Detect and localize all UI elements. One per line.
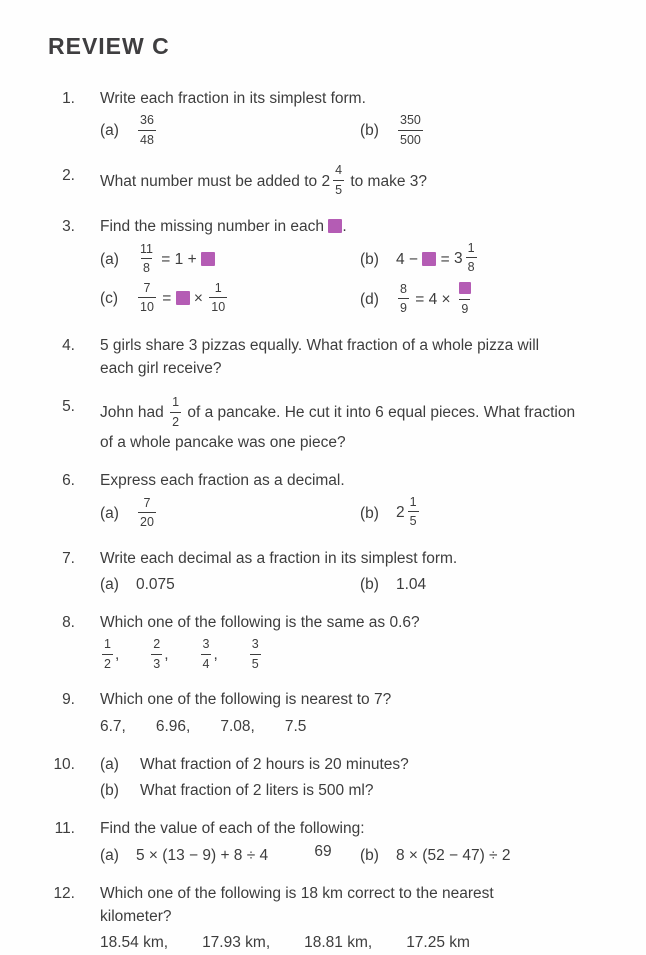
fraction-numerator bbox=[457, 281, 473, 300]
question-row bbox=[0, 395, 646, 454]
question-line bbox=[100, 817, 580, 840]
question-list bbox=[0, 87, 646, 955]
part-label: (a) bbox=[100, 504, 119, 522]
fraction-numerator: 3 bbox=[251, 637, 259, 652]
question-line bbox=[100, 547, 580, 570]
text-run: 5 girls share 3 pizzas equally. What fraction of a whole pizza will bbox=[100, 336, 540, 354]
question-line bbox=[100, 87, 580, 110]
fraction bbox=[201, 637, 212, 671]
fraction-numerator: 8 bbox=[400, 281, 407, 296]
question-number: 10. bbox=[53, 755, 75, 773]
text-run: What fraction of 2 hours is 20 minutes? bbox=[140, 755, 409, 773]
question-row bbox=[0, 469, 646, 531]
question-number: 1. bbox=[62, 90, 75, 107]
part-label: (b) bbox=[360, 250, 379, 268]
question-row bbox=[0, 87, 646, 149]
text-run: Write each decimal as a fraction in its simplest form. bbox=[100, 549, 458, 567]
fraction bbox=[170, 395, 181, 429]
question-line bbox=[100, 931, 580, 954]
part-label: (a) bbox=[100, 575, 119, 593]
text-run: What fraction of 2 liters is 500 ml? bbox=[140, 782, 374, 799]
missing-number-square bbox=[459, 282, 471, 294]
text-run: 5 × (13 − 9) + 8 ÷ 4 bbox=[136, 846, 269, 864]
fraction-numerator: 36 bbox=[140, 113, 154, 128]
mixed-number bbox=[321, 163, 346, 199]
text-run: , bbox=[114, 646, 120, 664]
fraction-numerator: 2 bbox=[153, 637, 161, 652]
fraction-denominator: 4 bbox=[201, 654, 212, 672]
fraction-denominator: 3 bbox=[151, 654, 162, 672]
question-number: 6. bbox=[62, 472, 75, 490]
part-label: (b) bbox=[360, 575, 379, 593]
part-content bbox=[396, 113, 425, 147]
text-run: 0.075 bbox=[136, 575, 175, 593]
text-run: = 4 × bbox=[410, 290, 455, 308]
mixed-number-whole: 3 bbox=[453, 249, 463, 267]
text-run: to make 3? bbox=[346, 173, 428, 191]
question-number: 3. bbox=[62, 218, 75, 236]
fraction-numerator: 3 bbox=[202, 637, 210, 652]
question-body bbox=[100, 688, 580, 738]
part-content bbox=[136, 113, 158, 147]
part-content bbox=[396, 240, 479, 274]
missing-number-square bbox=[201, 252, 215, 266]
question-line bbox=[100, 637, 580, 673]
fraction-numerator: 1 bbox=[214, 280, 222, 295]
text-run: each girl receive? bbox=[100, 359, 222, 377]
part-label: (b) bbox=[100, 782, 119, 799]
fraction-denominator: 8 bbox=[141, 258, 152, 276]
page-title: REVIEW C bbox=[48, 33, 170, 59]
question-part bbox=[100, 496, 360, 532]
question-body bbox=[100, 334, 580, 381]
question-parts-line bbox=[100, 496, 580, 532]
fraction-denominator: 8 bbox=[466, 257, 477, 275]
part-label: (b) bbox=[360, 504, 379, 522]
fraction bbox=[398, 282, 409, 316]
question-parts-line bbox=[100, 113, 580, 149]
question-part bbox=[100, 573, 360, 596]
text-run: 18.81 km, bbox=[304, 934, 373, 952]
question-part bbox=[360, 113, 580, 149]
question-part bbox=[360, 573, 580, 596]
text-run: = bbox=[157, 289, 176, 307]
fraction-numerator: 350 bbox=[400, 113, 421, 128]
question-part bbox=[360, 242, 580, 278]
fraction bbox=[138, 242, 155, 276]
text-run: = bbox=[436, 250, 454, 268]
fraction-numerator: 7 bbox=[143, 280, 151, 295]
question-line bbox=[100, 215, 580, 238]
question-row bbox=[0, 611, 646, 673]
text-run: = 1 + bbox=[156, 250, 201, 268]
question-line bbox=[100, 779, 580, 802]
question-row bbox=[0, 334, 646, 381]
fraction bbox=[102, 637, 113, 671]
part-label: (c) bbox=[100, 289, 119, 307]
question-row bbox=[0, 164, 646, 200]
question-part bbox=[360, 281, 580, 319]
question-line bbox=[100, 164, 580, 200]
text-run: 7.5 bbox=[284, 717, 307, 735]
question-line bbox=[100, 611, 580, 634]
question-line bbox=[100, 334, 580, 381]
fraction-denominator: 5 bbox=[333, 180, 344, 198]
fraction-numerator: 1 bbox=[172, 395, 180, 409]
question-body bbox=[100, 469, 580, 531]
part-label: (a) bbox=[100, 846, 119, 864]
part-content bbox=[396, 576, 426, 593]
part-content bbox=[140, 782, 373, 799]
text-run: 6.96, bbox=[155, 717, 191, 735]
fraction-denominator: 20 bbox=[138, 512, 156, 530]
question-parts-line bbox=[100, 281, 580, 319]
fraction bbox=[138, 113, 156, 147]
fraction-numerator: 1 bbox=[104, 637, 111, 652]
fraction bbox=[408, 495, 419, 529]
question-row bbox=[0, 882, 646, 955]
question-body bbox=[100, 215, 580, 318]
text-run: , bbox=[164, 646, 169, 664]
question-number: 2. bbox=[62, 167, 75, 185]
text-run: 18.54 km, bbox=[100, 934, 169, 952]
question-number: 4. bbox=[62, 336, 75, 354]
text-run: 7.08, bbox=[220, 717, 255, 735]
part-content bbox=[140, 756, 409, 773]
missing-number-square bbox=[422, 252, 436, 266]
text-run: of a pancake. He cut it into 6 equal pieces. What fraction bbox=[183, 404, 576, 422]
question-part bbox=[360, 496, 580, 532]
question-row bbox=[0, 688, 646, 738]
question-line bbox=[100, 395, 580, 454]
fraction bbox=[398, 113, 423, 147]
question-line bbox=[100, 882, 580, 929]
question-body bbox=[100, 882, 580, 955]
fraction bbox=[209, 281, 227, 315]
part-label: (d) bbox=[360, 290, 379, 308]
question-body bbox=[100, 87, 580, 149]
text-run: 1.04 bbox=[396, 575, 427, 593]
question-line bbox=[100, 753, 580, 776]
question-body bbox=[100, 753, 580, 803]
text-run: What number must be added to bbox=[100, 173, 322, 191]
part-label: (a) bbox=[100, 250, 119, 268]
text-run: 17.25 km bbox=[406, 934, 470, 952]
fraction-denominator: 9 bbox=[398, 298, 409, 316]
fraction-denominator: 2 bbox=[170, 412, 181, 430]
question-part bbox=[100, 242, 360, 278]
part-content bbox=[396, 494, 421, 528]
fraction bbox=[250, 637, 261, 671]
mixed-number-whole: 2 bbox=[321, 172, 331, 190]
question-number: 7. bbox=[62, 549, 75, 567]
part-content bbox=[136, 241, 215, 275]
question-line bbox=[100, 715, 580, 738]
text-run: 17.93 km, bbox=[202, 934, 271, 952]
text-run: Find the missing number in each bbox=[100, 218, 329, 236]
text-run: Write each fraction in its simplest form. bbox=[100, 90, 366, 107]
text-run: kilometer? bbox=[100, 908, 172, 925]
question-parts-line bbox=[100, 242, 580, 278]
fraction-numerator: 1 bbox=[409, 494, 417, 509]
fraction-denominator: 10 bbox=[138, 297, 156, 315]
question-number: 8. bbox=[62, 614, 75, 631]
part-label: (a) bbox=[100, 122, 119, 140]
fraction-numerator: 11 bbox=[140, 241, 153, 256]
question-parts-line bbox=[100, 573, 580, 596]
question-body bbox=[100, 395, 580, 454]
fraction-denominator: 2 bbox=[102, 654, 113, 672]
question-number: 5. bbox=[62, 398, 75, 415]
question-row bbox=[0, 753, 646, 803]
page-number: 69 bbox=[314, 843, 332, 860]
text-run: Express each fraction as a decimal. bbox=[100, 472, 345, 490]
part-label: (a) bbox=[100, 755, 119, 773]
question-part bbox=[100, 281, 360, 317]
text-run: Which one of the following is nearest to 7? bbox=[100, 691, 392, 709]
question-number: 11. bbox=[54, 820, 75, 838]
fraction-numerator: 4 bbox=[335, 163, 343, 178]
fraction-numerator: 7 bbox=[143, 495, 151, 510]
text-run: Find the value of each of the following: bbox=[100, 820, 365, 838]
fraction-denominator: 5 bbox=[408, 511, 419, 529]
mixed-number bbox=[396, 495, 421, 531]
question-number: 9. bbox=[62, 691, 75, 709]
question-body bbox=[100, 547, 580, 597]
question-line bbox=[100, 469, 580, 492]
question-body bbox=[100, 164, 580, 200]
text-run: 8 × (52 − 47) ÷ 2 bbox=[396, 846, 511, 864]
text-run: Which one of the following is 18 km correct to the nearest bbox=[100, 884, 494, 902]
text-run: , bbox=[213, 646, 218, 664]
part-label: (b) bbox=[360, 846, 379, 864]
part-content bbox=[136, 495, 158, 529]
fraction-numerator: 1 bbox=[467, 240, 475, 255]
text-run: 6.7, bbox=[100, 717, 126, 735]
text-run: John had bbox=[100, 404, 169, 422]
missing-number-square bbox=[328, 219, 342, 233]
mixed-number-whole: 2 bbox=[396, 503, 405, 521]
text-run: 4 − bbox=[396, 250, 423, 268]
part-content bbox=[396, 281, 475, 316]
text-run: × bbox=[189, 289, 208, 307]
question-line bbox=[100, 688, 580, 711]
text-run: of a whole pancake was one piece? bbox=[100, 434, 346, 451]
question-body bbox=[100, 611, 580, 673]
fraction-denominator: 5 bbox=[250, 654, 261, 672]
fraction bbox=[333, 163, 344, 197]
fraction bbox=[457, 281, 473, 317]
fraction-denominator: 500 bbox=[398, 130, 423, 148]
fraction bbox=[138, 281, 156, 315]
fraction bbox=[151, 637, 162, 671]
fraction-denominator: 9 bbox=[459, 299, 470, 317]
question-number: 12. bbox=[53, 884, 75, 902]
text-run: Which one of the following is the same as 0.6? bbox=[100, 614, 420, 631]
fraction bbox=[138, 496, 156, 530]
question-part bbox=[100, 113, 360, 149]
mixed-number bbox=[454, 241, 479, 277]
question-row bbox=[0, 215, 646, 318]
text-run: . bbox=[342, 218, 347, 236]
part-content bbox=[136, 576, 175, 593]
fraction-denominator: 48 bbox=[138, 130, 156, 148]
part-label: (b) bbox=[360, 122, 379, 140]
fraction bbox=[466, 241, 477, 275]
missing-number-square bbox=[176, 291, 190, 305]
fraction-denominator: 10 bbox=[209, 297, 227, 315]
question-row bbox=[0, 547, 646, 597]
part-content bbox=[136, 280, 229, 314]
